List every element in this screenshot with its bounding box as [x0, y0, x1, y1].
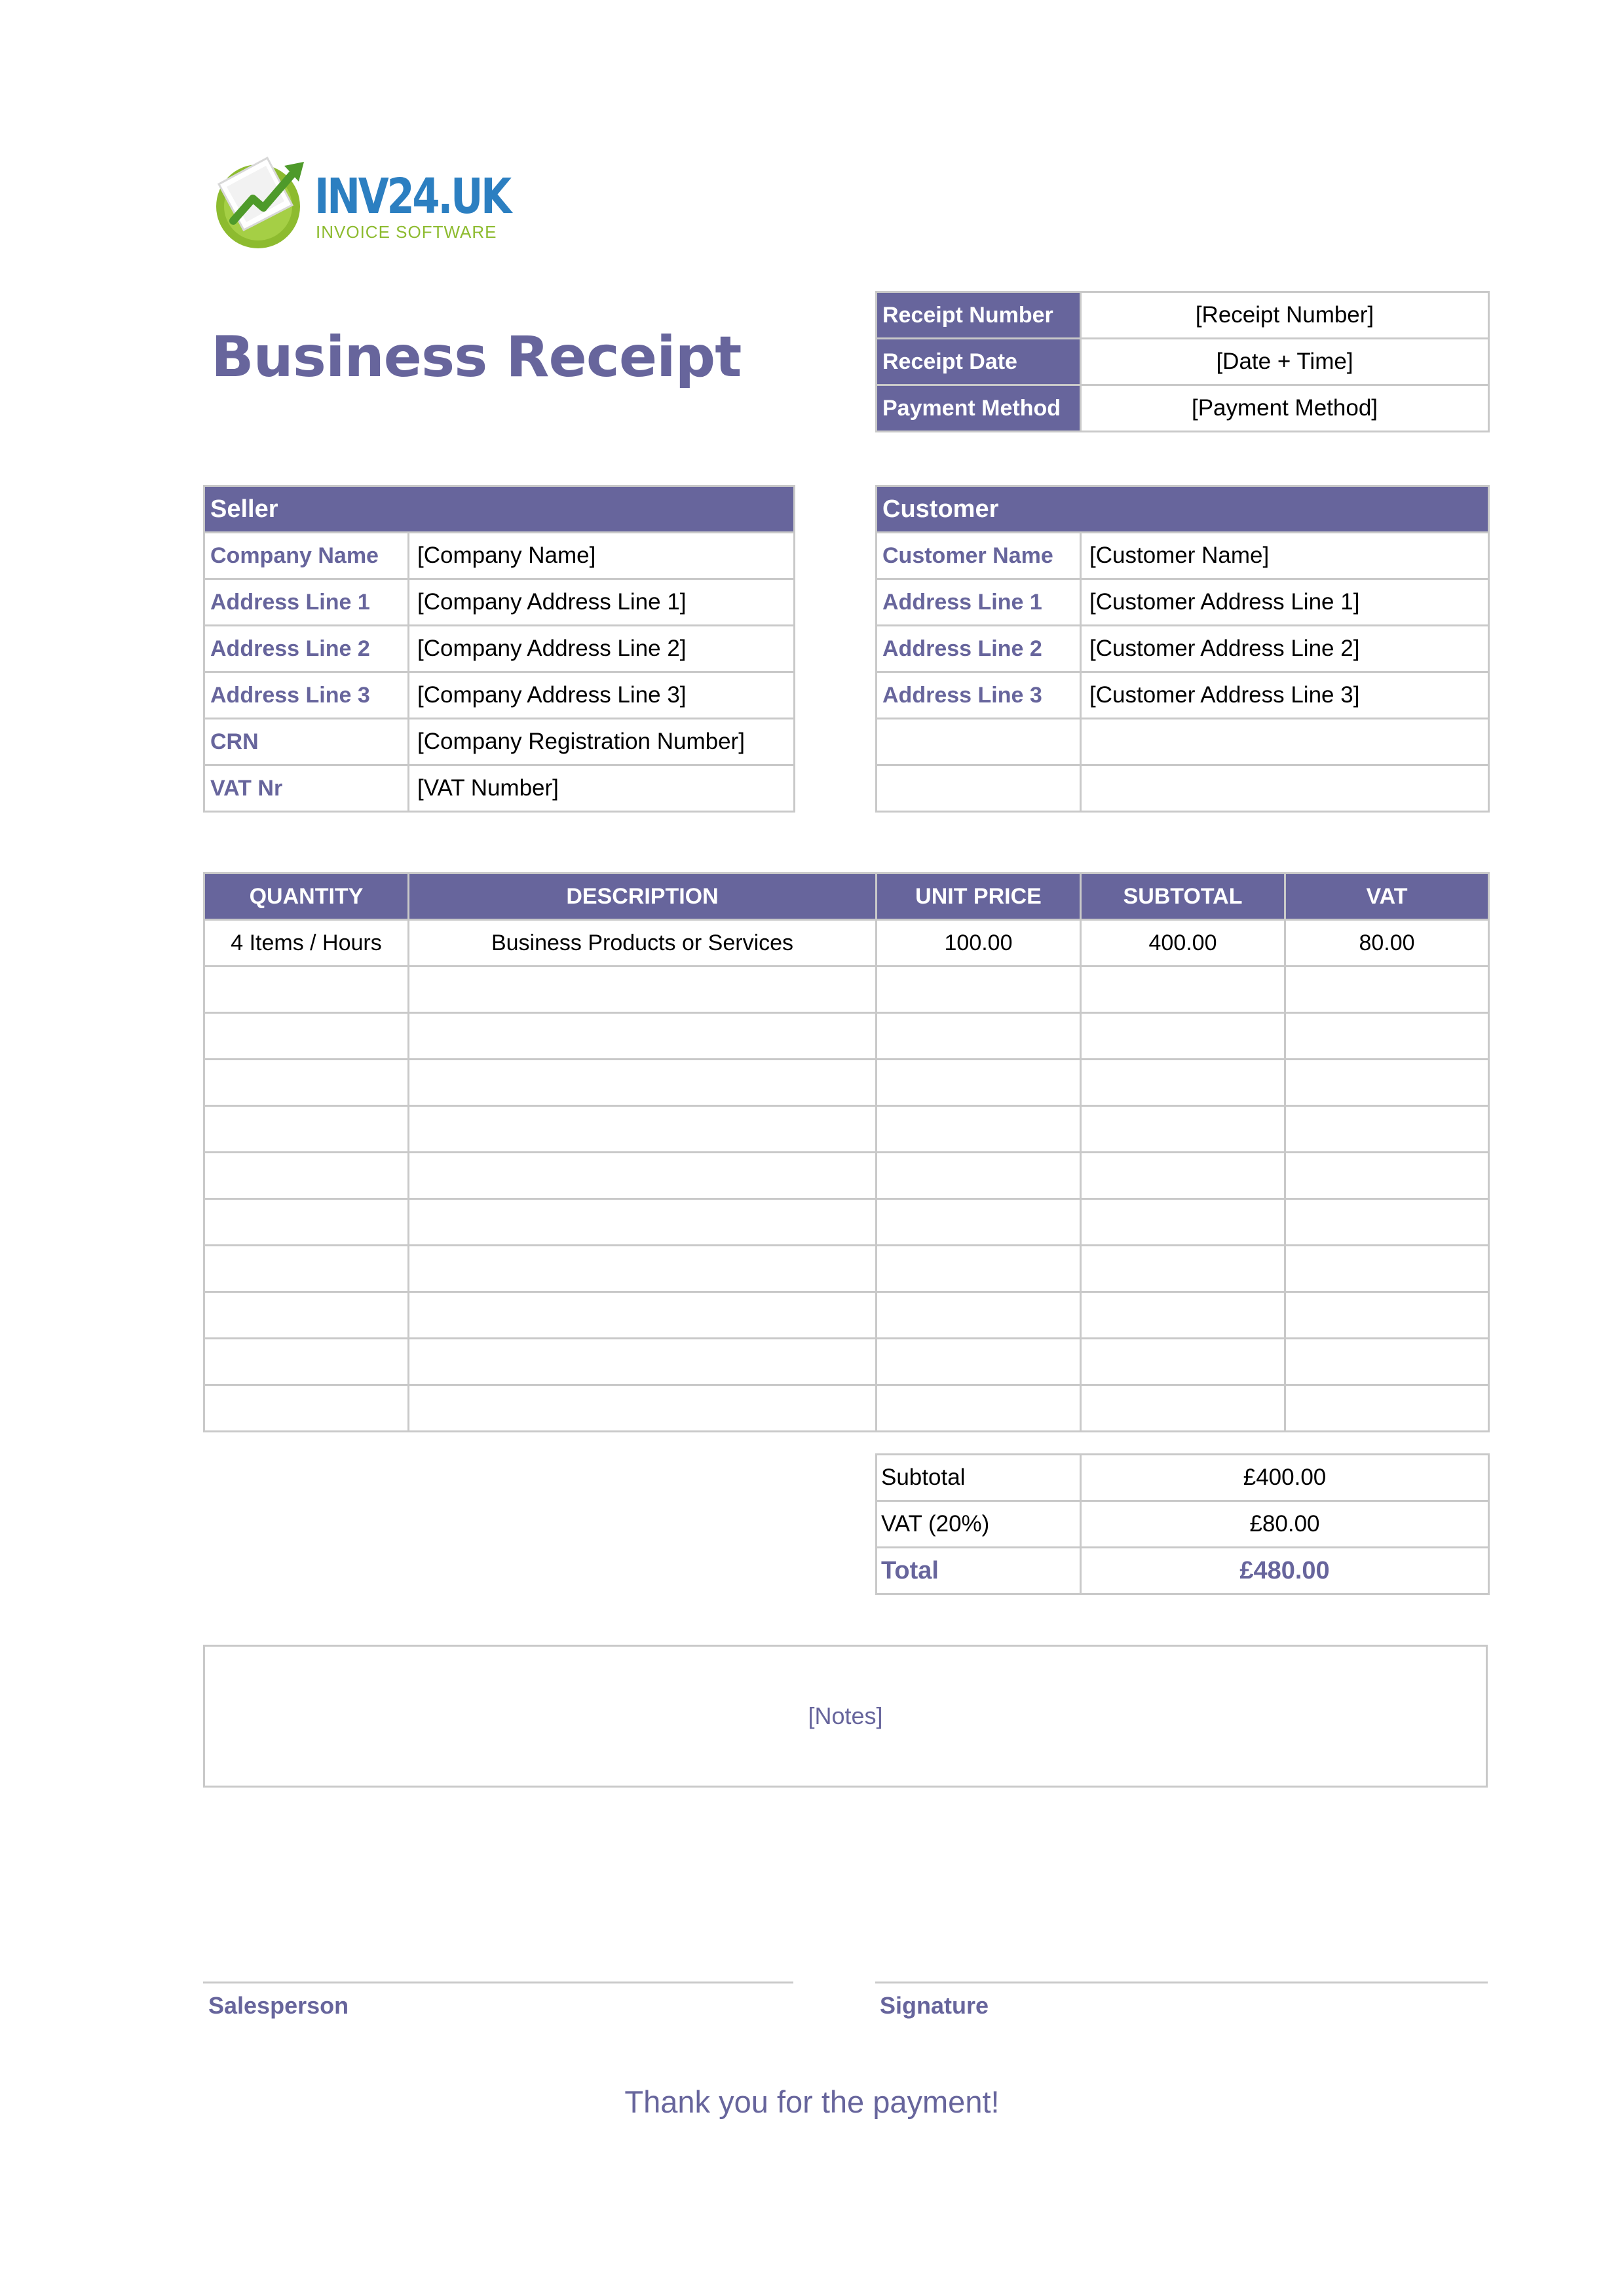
subtotal-cell	[1081, 1013, 1285, 1060]
quantity-cell	[204, 1013, 409, 1060]
vat-value: £80.00	[1081, 1501, 1489, 1548]
logo-tagline: INVOICE SOFTWARE	[316, 222, 497, 242]
receipt-number-label: Receipt Number	[877, 292, 1081, 339]
seller-label: CRN	[204, 719, 409, 765]
vat-row	[877, 1501, 1489, 1548]
vat-cell	[1285, 1385, 1489, 1432]
quantity-cell	[204, 1385, 409, 1432]
description-cell	[409, 1013, 877, 1060]
column-header-unit-price: UNIT PRICE	[877, 873, 1081, 920]
vat-cell	[1285, 1339, 1489, 1385]
seller-label: Address Line 1	[204, 579, 409, 626]
subtotal-cell	[1081, 1292, 1285, 1339]
unit-price-cell	[877, 1292, 1081, 1339]
seller-row	[204, 765, 795, 812]
receipt-meta-table	[875, 291, 1490, 432]
table-row	[204, 1013, 1489, 1060]
quantity-cell	[204, 1060, 409, 1106]
document-title: Business Receipt	[211, 324, 742, 390]
quantity-cell	[204, 1246, 409, 1292]
quantity-cell	[204, 1339, 409, 1385]
customer-value: [Customer Address Line 3]	[1081, 672, 1489, 719]
seller-value: [Company Registration Number]	[409, 719, 795, 765]
description-cell	[409, 1246, 877, 1292]
quantity-cell	[204, 1153, 409, 1199]
seller-label: Company Name	[204, 533, 409, 579]
total-label: Total	[877, 1548, 1081, 1594]
subtotal-cell	[1081, 1246, 1285, 1292]
payment-method-label: Payment Method	[877, 385, 1081, 432]
receipt-date-value: [Date + Time]	[1081, 339, 1489, 385]
customer-header-row	[877, 486, 1489, 533]
table-row	[204, 1385, 1489, 1432]
receipt-date-label: Receipt Date	[877, 339, 1081, 385]
vat-cell	[1285, 1106, 1489, 1153]
table-row	[204, 1246, 1489, 1292]
seller-value: [Company Address Line 3]	[409, 672, 795, 719]
table-row	[204, 1106, 1489, 1153]
description-cell	[409, 1060, 877, 1106]
description-cell	[409, 1199, 877, 1246]
table-row	[204, 967, 1489, 1013]
customer-label: Customer Name	[877, 533, 1081, 579]
vat-label: VAT (20%)	[877, 1501, 1081, 1548]
payment-method-value: [Payment Method]	[1081, 385, 1489, 432]
customer-label: Address Line 3	[877, 672, 1081, 719]
vat-cell	[1285, 1153, 1489, 1199]
seller-label: VAT Nr	[204, 765, 409, 812]
seller-label: Address Line 3	[204, 672, 409, 719]
unit-price-cell	[877, 1153, 1081, 1199]
seller-value: [VAT Number]	[409, 765, 795, 812]
total-row	[877, 1548, 1489, 1594]
vat-cell: 80.00	[1285, 920, 1489, 967]
customer-label: Address Line 2	[877, 626, 1081, 672]
unit-price-cell	[877, 1246, 1081, 1292]
customer-value	[1081, 765, 1489, 812]
subtotal-value: £400.00	[1081, 1455, 1489, 1501]
description-cell	[409, 967, 877, 1013]
seller-row	[204, 719, 795, 765]
vat-cell	[1285, 967, 1489, 1013]
seller-value: [Company Name]	[409, 533, 795, 579]
subtotal-cell	[1081, 1339, 1285, 1385]
customer-value: [Customer Address Line 1]	[1081, 579, 1489, 626]
seller-row	[204, 533, 795, 579]
customer-label	[877, 719, 1081, 765]
description-cell	[409, 1153, 877, 1199]
customer-value: [Customer Name]	[1081, 533, 1489, 579]
quantity-cell	[204, 1292, 409, 1339]
notes-text: [Notes]	[808, 1702, 883, 1729]
payment-method-row	[877, 385, 1489, 432]
customer-row	[877, 626, 1489, 672]
thank-you-message: Thank you for the payment!	[624, 2084, 1000, 2119]
column-header-description: DESCRIPTION	[409, 873, 877, 920]
seller-header-row	[204, 486, 795, 533]
signature-label: Signature	[880, 1992, 989, 2019]
vat-cell	[1285, 1199, 1489, 1246]
receipt-date-row	[877, 339, 1489, 385]
table-row	[204, 1060, 1489, 1106]
subtotal-label: Subtotal	[877, 1455, 1081, 1501]
vat-cell	[1285, 1013, 1489, 1060]
table-row	[204, 1339, 1489, 1385]
seller-row	[204, 579, 795, 626]
salesperson-label: Salesperson	[208, 1992, 349, 2019]
customer-value	[1081, 719, 1489, 765]
vat-cell	[1285, 1246, 1489, 1292]
subtotal-row	[877, 1455, 1489, 1501]
unit-price-cell	[877, 1060, 1081, 1106]
table-row	[204, 1199, 1489, 1246]
customer-row	[877, 672, 1489, 719]
unit-price-cell	[877, 1199, 1081, 1246]
description-cell	[409, 1339, 877, 1385]
growth-arrow-logo-icon	[207, 153, 312, 251]
notes-box	[203, 1645, 1488, 1788]
unit-price-cell: 100.00	[877, 920, 1081, 967]
totals-table	[875, 1453, 1490, 1595]
description-cell	[409, 1385, 877, 1432]
customer-heading: Customer	[877, 486, 1489, 533]
table-row	[204, 1153, 1489, 1199]
vat-cell	[1285, 1292, 1489, 1339]
subtotal-cell	[1081, 1199, 1285, 1246]
unit-price-cell	[877, 1339, 1081, 1385]
subtotal-cell	[1081, 967, 1285, 1013]
receipt-number-value: [Receipt Number]	[1081, 292, 1489, 339]
customer-row	[877, 765, 1489, 812]
total-value: £480.00	[1081, 1548, 1489, 1594]
items-header-row	[204, 873, 1489, 920]
seller-row	[204, 626, 795, 672]
subtotal-cell	[1081, 1153, 1285, 1199]
subtotal-cell	[1081, 1060, 1285, 1106]
customer-table	[875, 485, 1490, 813]
quantity-cell	[204, 1106, 409, 1153]
seller-value: [Company Address Line 1]	[409, 579, 795, 626]
line-items-table	[203, 872, 1490, 1432]
customer-value: [Customer Address Line 2]	[1081, 626, 1489, 672]
description-cell: Business Products or Services	[409, 920, 877, 967]
customer-label: Address Line 1	[877, 579, 1081, 626]
company-logo	[207, 153, 508, 251]
subtotal-cell	[1081, 1385, 1285, 1432]
unit-price-cell	[877, 1385, 1081, 1432]
quantity-cell	[204, 967, 409, 1013]
customer-row	[877, 579, 1489, 626]
column-header-vat: VAT	[1285, 873, 1489, 920]
table-row	[204, 920, 1489, 967]
table-row	[204, 1292, 1489, 1339]
seller-value: [Company Address Line 2]	[409, 626, 795, 672]
column-header-quantity: QUANTITY	[204, 873, 409, 920]
description-cell	[409, 1292, 877, 1339]
seller-label: Address Line 2	[204, 626, 409, 672]
vat-cell	[1285, 1060, 1489, 1106]
quantity-cell: 4 Items / Hours	[204, 920, 409, 967]
salesperson-signature-line	[203, 1982, 793, 1983]
unit-price-cell	[877, 1013, 1081, 1060]
unit-price-cell	[877, 967, 1081, 1013]
unit-price-cell	[877, 1106, 1081, 1153]
subtotal-cell	[1081, 1106, 1285, 1153]
column-header-subtotal: SUBTOTAL	[1081, 873, 1285, 920]
seller-table	[203, 485, 795, 813]
seller-heading: Seller	[204, 486, 795, 533]
receipt-number-row	[877, 292, 1489, 339]
customer-label	[877, 765, 1081, 812]
logo-name: INV24.UK	[314, 168, 510, 225]
quantity-cell	[204, 1199, 409, 1246]
customer-row	[877, 533, 1489, 579]
signature-line	[875, 1982, 1488, 1983]
description-cell	[409, 1106, 877, 1153]
customer-row	[877, 719, 1489, 765]
seller-row	[204, 672, 795, 719]
subtotal-cell: 400.00	[1081, 920, 1285, 967]
